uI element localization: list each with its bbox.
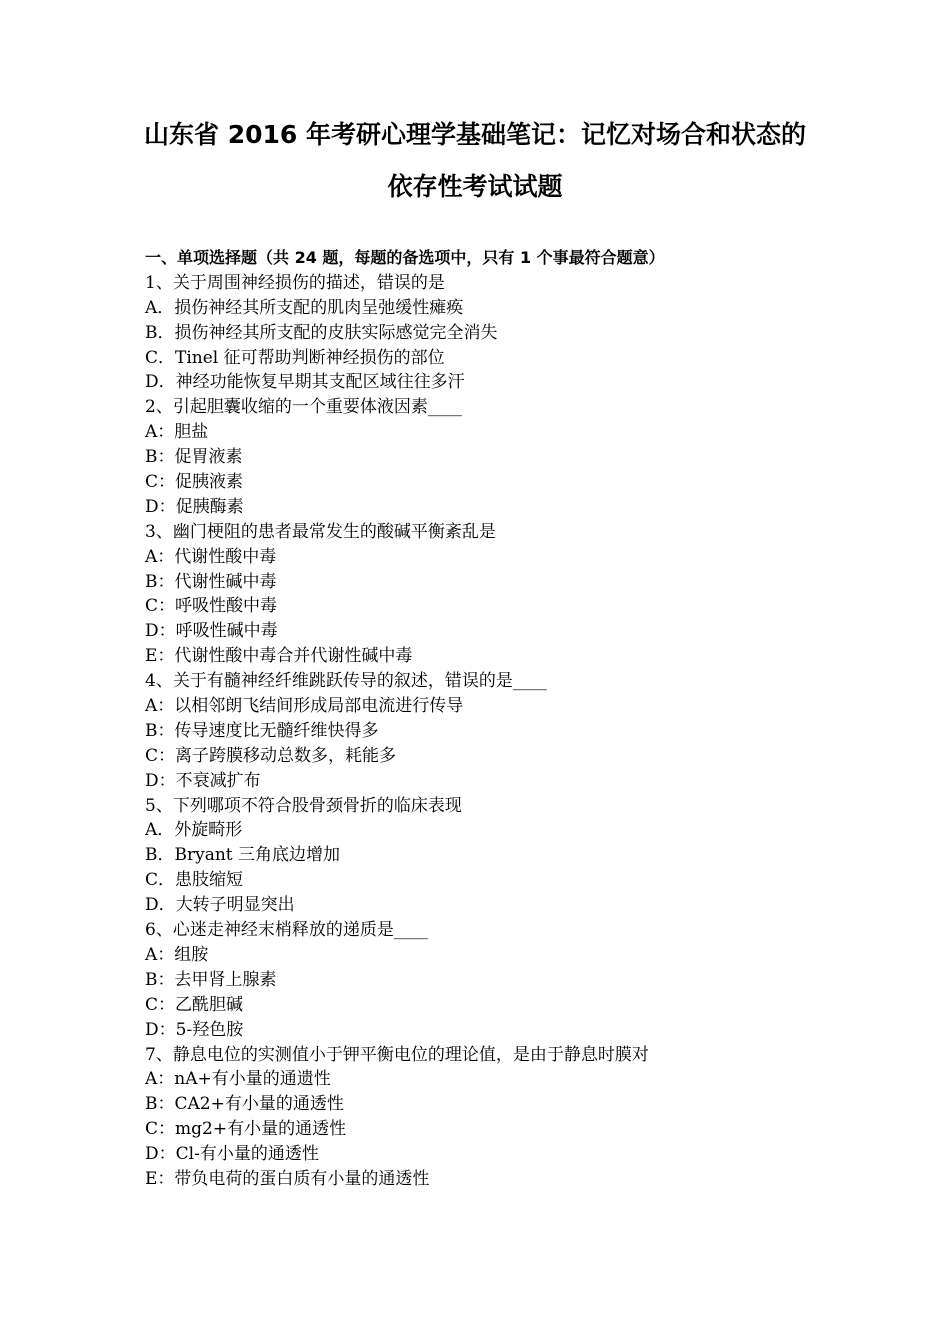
question-2-option-d: D：促胰酶素 — [145, 496, 244, 517]
document-title-line-2: 依存性考试试题 — [387, 172, 563, 201]
question-6-option-d: D：5-羟色胺 — [145, 1019, 244, 1040]
question-7-option-e: E：带负电荷的蛋白质有小量的通透性 — [145, 1168, 430, 1189]
question-6-option-b: B：去甲肾上腺素 — [145, 969, 277, 990]
question-3-stem: 3、幽门梗阻的患者最常发生的酸碱平衡紊乱是 — [145, 521, 496, 542]
question-3-option-c: C：呼吸性酸中毒 — [145, 596, 278, 617]
section-heading: 一、单项选择题（共 24 题，每题的备选项中，只有 1 个事最符合题意） — [145, 248, 665, 267]
question-6-option-c: C：乙酰胆碱 — [145, 994, 244, 1015]
question-3-option-e: E：代谢性酸中毒合并代谢性碱中毒 — [145, 646, 413, 667]
question-5-option-d: D．大转子明显突出 — [145, 895, 295, 916]
question-7-stem: 7、静息电位的实测值小于钾平衡电位的理论值，是由于静息时膜对 — [145, 1044, 649, 1065]
question-1-option-d: D．神经功能恢复早期其支配区域往往多汗 — [145, 372, 465, 393]
question-7-option-d: D：Cl-有小量的通透性 — [145, 1144, 319, 1165]
question-4-option-d: D：不衰减扩布 — [145, 770, 261, 791]
question-2-option-c: C：促胰液素 — [145, 472, 244, 493]
question-5-stem: 5、下列哪项不符合股骨颈骨折的临床表现 — [145, 795, 462, 816]
question-7-option-a: A：nA+有小量的通遗性 — [145, 1069, 331, 1090]
question-4-option-c: C：离子跨膜移动总数多，耗能多 — [145, 745, 397, 766]
question-6-stem: 6、心迷走神经末梢释放的递质是____ — [145, 920, 428, 941]
question-2-option-a: A：胆盐 — [145, 422, 209, 443]
question-3-option-a: A：代谢性酸中毒 — [145, 546, 277, 567]
question-3-option-b: B：代谢性碱中毒 — [145, 571, 277, 592]
question-7-option-b: B：CA2+有小量的通透性 — [145, 1094, 344, 1115]
question-5-option-a: A．外旋畸形 — [145, 820, 243, 841]
question-2-stem: 2、引起胆囊收缩的一个重要体液因素____ — [145, 397, 462, 418]
question-2-option-b: B：促胃液素 — [145, 447, 243, 468]
question-7-option-c: C：mg2+有小量的通透性 — [145, 1119, 347, 1140]
question-4-option-a: A：以相邻朗飞结间形成局部电流进行传导 — [145, 696, 464, 717]
question-4-stem: 4、关于有髓神经纤维跳跃传导的叙述，错误的是____ — [145, 671, 547, 692]
question-1-option-b: B．损伤神经其所支配的皮肤实际感觉完全消失 — [145, 322, 498, 343]
question-5-option-c: C．患肢缩短 — [145, 870, 244, 891]
question-5-option-b: B．Bryant 三角底边增加 — [145, 845, 341, 866]
question-1-option-c: C．Tinel 征可帮助判断神经损伤的部位 — [145, 347, 445, 368]
question-3-option-d: D：呼吸性碱中毒 — [145, 621, 278, 642]
question-list — [145, 246, 905, 1192]
question-6-option-a: A：组胺 — [145, 944, 209, 965]
question-4-option-b: B：传导速度比无髓纤维快得多 — [145, 720, 379, 741]
question-1-option-a: A．损伤神经其所支配的肌肉呈弛缓性瘫痪 — [145, 297, 464, 318]
document-title-line-1: 山东省 2016 年考研心理学基础笔记：记忆对场合和状态的 — [144, 120, 806, 149]
question-1-stem: 1、关于周围神经损伤的描述，错误的是 — [145, 272, 445, 293]
